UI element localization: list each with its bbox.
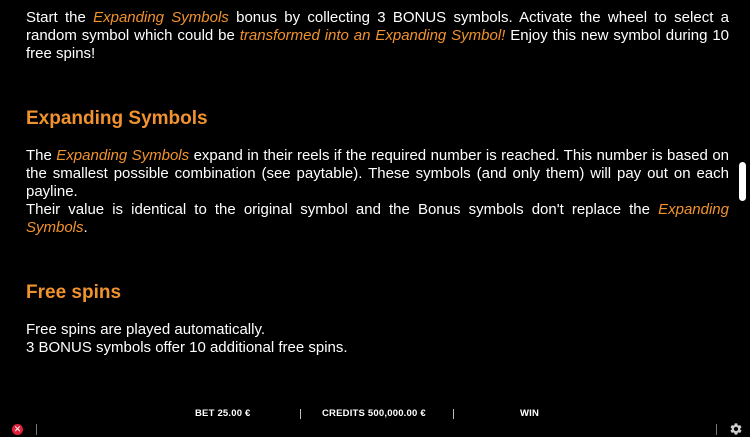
expanding-paragraph-2 (26, 201, 729, 237)
expanding-p2-text-1: Their value is identical to the original symbol and the Bonus symbols don't replace the (26, 201, 659, 218)
expanding-p1-text-1: The (26, 147, 57, 164)
intro-highlight-2: transformed into an Expanding Symbol! (239, 27, 506, 44)
footer-divider (300, 409, 301, 419)
intro-highlight-1: Expanding Symbols (93, 9, 229, 26)
gear-icon[interactable] (729, 422, 743, 436)
expanding-paragraph-1 (26, 147, 729, 201)
rules-content (26, 9, 730, 356)
bet-display: BET 25.00 € (195, 408, 251, 419)
win-display: WIN (520, 408, 540, 419)
expanding-p2-highlight: Expanding Symbols (26, 201, 729, 236)
credits-display: CREDITS 500,000.00 € (322, 408, 426, 419)
expanding-p1-text-2: expand in their reels if the required number is reached. This number is based on the smallest possible combination (see paytable). These symbols (and only them) will pay out on each payline. (26, 147, 730, 200)
intro-text-1: Start the (26, 9, 94, 26)
expanding-symbols-heading: Expanding Symbols (26, 108, 208, 129)
footer-divider (453, 409, 454, 419)
intro-text-3: Enjoy this new symbol during 10 free spins! (26, 27, 730, 62)
expanding-p2-text-2: . (83, 219, 88, 236)
footer-divider (36, 424, 37, 435)
free-spins-line-1: Free spins are played automatically. (26, 321, 266, 338)
status-bar (0, 400, 750, 437)
intro-paragraph (26, 9, 729, 63)
close-icon[interactable]: ✕ (13, 424, 22, 434)
free-spins-heading: Free spins (26, 282, 122, 303)
scrollbar-thumb[interactable] (739, 162, 746, 201)
expanding-p1-highlight: Expanding Symbols (56, 147, 190, 164)
free-spins-line-2: 3 BONUS symbols offer 10 additional free spins. (26, 339, 348, 356)
free-spins-body (26, 321, 729, 357)
intro-text-2: bonus by collecting 3 BONUS symbols. Activate the wheel to select a random symbol which could be (26, 9, 729, 44)
expanding-symbols-body (26, 147, 729, 237)
footer-divider (716, 424, 717, 435)
